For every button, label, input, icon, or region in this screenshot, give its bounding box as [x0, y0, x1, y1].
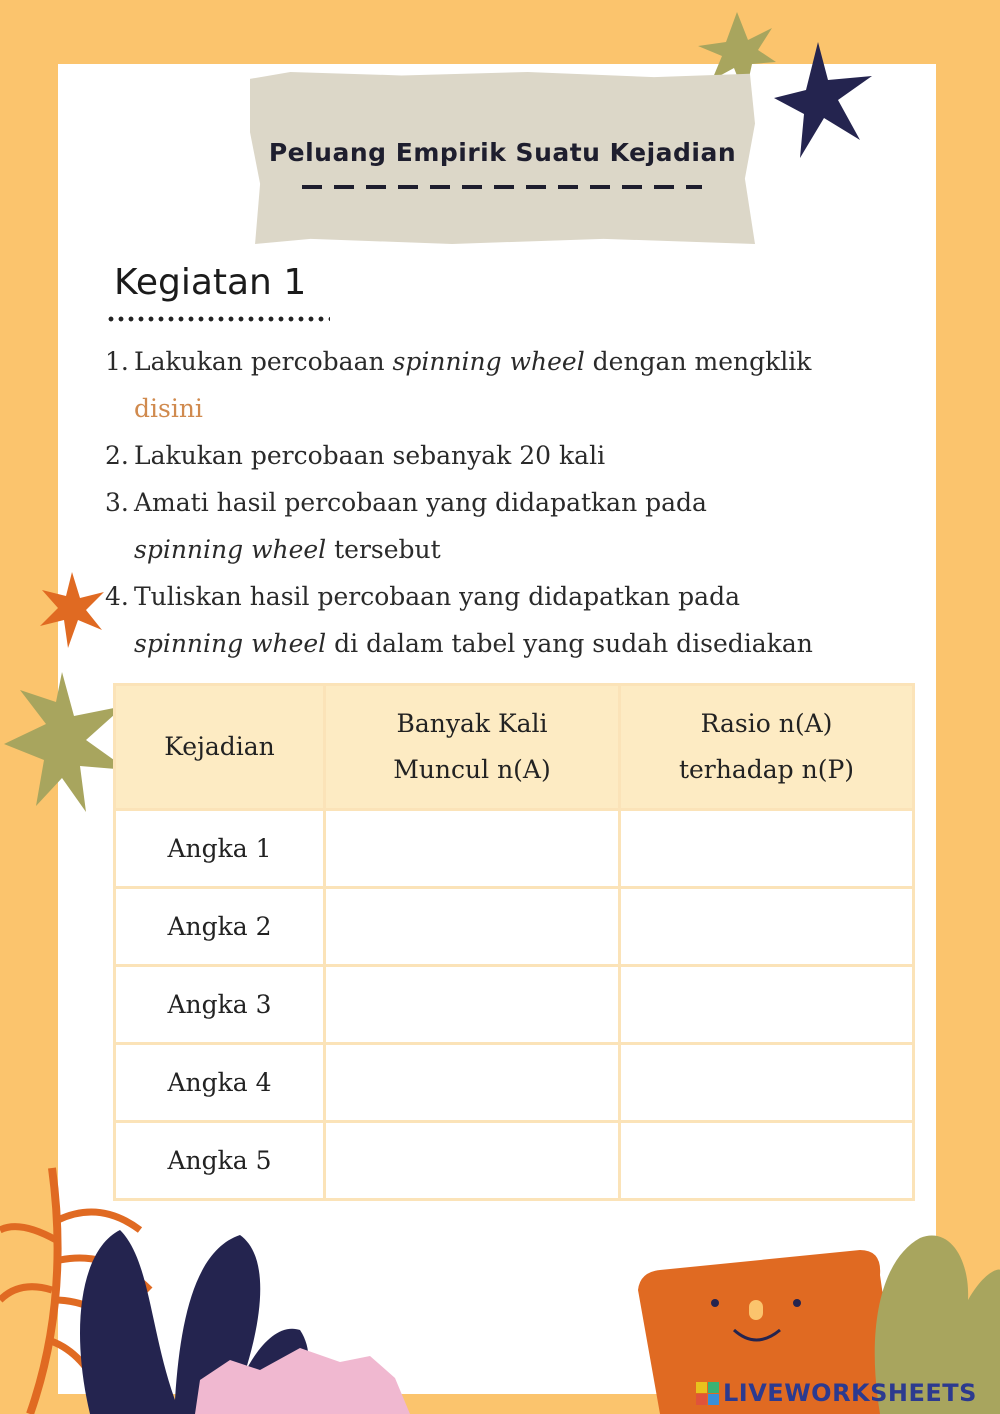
count-input-cell[interactable] [325, 1044, 620, 1122]
instruction-text: Amati hasil percobaan yang didapatkan pada spinning wheel tersebut [134, 488, 707, 564]
navy-star-icon [774, 42, 872, 158]
instruction-number: 2. [105, 441, 129, 470]
count-input-cell[interactable] [325, 888, 620, 966]
brand-label: LIVEWORKSHEETS [723, 1379, 977, 1407]
table-row [115, 966, 914, 1044]
table-row [115, 888, 914, 966]
instruction-text: Lakukan percobaan sebanyak 20 kali [134, 441, 606, 470]
header-banyak-kali: Banyak Kali Muncul n(A) [325, 685, 620, 810]
heading-underline [106, 316, 330, 322]
instruction-number: 3. [105, 488, 129, 517]
instruction-item [105, 338, 905, 432]
results-table [113, 683, 915, 1201]
title-underline [302, 185, 702, 189]
instruction-text: Lakukan percobaan spinning wheel dengan mengklik disini [134, 347, 812, 423]
table-row [115, 1122, 914, 1200]
event-cell: Angka 2 [115, 888, 325, 966]
count-input-cell[interactable] [325, 810, 620, 888]
ratio-input-cell[interactable] [620, 888, 914, 966]
header-kejadian: Kejadian [115, 685, 325, 810]
instruction-number: 1. [105, 347, 129, 376]
instruction-item [105, 432, 905, 479]
instruction-number: 4. [105, 582, 129, 611]
instruction-item [105, 479, 905, 573]
event-cell: Angka 1 [115, 810, 325, 888]
ratio-input-cell[interactable] [620, 966, 914, 1044]
event-cell: Angka 4 [115, 1044, 325, 1122]
page-title: Peluang Empirik Suatu Kejadian [268, 138, 737, 167]
liveworksheets-brand[interactable] [696, 1378, 977, 1408]
disini-link[interactable]: disini [134, 394, 203, 423]
instruction-item [105, 573, 905, 667]
liveworksheets-logo-icon [696, 1382, 719, 1405]
ratio-input-cell[interactable] [620, 810, 914, 888]
olive-large-star-icon [4, 672, 128, 812]
event-cell: Angka 3 [115, 966, 325, 1044]
header-rasio: Rasio n(A) terhadap n(P) [620, 685, 914, 810]
orange-star-icon [40, 572, 104, 648]
count-input-cell[interactable] [325, 966, 620, 1044]
event-cell: Angka 5 [115, 1122, 325, 1200]
activity-heading: Kegiatan 1 [114, 262, 307, 303]
ratio-input-cell[interactable] [620, 1122, 914, 1200]
count-input-cell[interactable] [325, 1122, 620, 1200]
instruction-text: Tuliskan hasil percobaan yang didapatkan pada spinning wheel di dalam tabel yang sudah disediakan [134, 582, 813, 658]
table-row [115, 1044, 914, 1122]
ratio-input-cell[interactable] [620, 1044, 914, 1122]
table-header-row [115, 685, 914, 810]
instruction-list [105, 338, 905, 667]
table-row [115, 810, 914, 888]
